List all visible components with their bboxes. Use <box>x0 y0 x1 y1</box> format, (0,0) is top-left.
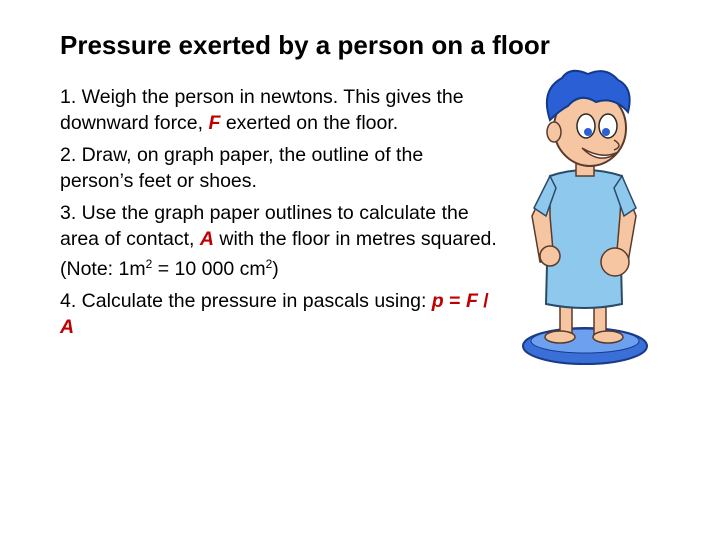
formula-divide: / <box>477 290 489 312</box>
note-superscript-1: 2 <box>145 257 153 271</box>
area-symbol: A <box>199 228 214 250</box>
formula-pressure-symbol: p <box>431 290 444 312</box>
formula-force-symbol: F <box>465 290 478 312</box>
formula-equals: = <box>443 290 466 312</box>
note-part-1: (Note: 1m <box>60 258 146 280</box>
instructions <box>60 84 500 346</box>
step-1 <box>60 84 500 136</box>
step-1-text: 1. Weigh the person in newtons. This gives the downward force, <box>60 86 464 134</box>
step-3-text: 3. Use the graph paper outlines to calculate the area of contact, <box>60 202 469 250</box>
step-4-text: 4. Calculate the pressure in pascals using: <box>60 290 432 312</box>
step-2 <box>60 142 500 194</box>
force-symbol: F <box>208 112 221 134</box>
boy-standing-on-scales-icon <box>510 66 660 376</box>
step-3-text-end: with the floor in metres squared. <box>213 228 497 250</box>
note-part-2: = 10 000 cm <box>152 258 266 280</box>
formula-area-symbol: A <box>60 316 75 338</box>
slide-title: Pressure exerted by a person on a floor <box>60 30 550 60</box>
unit-note <box>60 256 500 282</box>
step-4 <box>60 288 500 340</box>
step-2-text: 2. Draw, on graph paper, the outline of the person’s feet or shoes. <box>60 144 424 192</box>
step-3 <box>60 200 500 252</box>
note-part-3: ) <box>272 258 279 280</box>
note-superscript-2: 2 <box>265 257 273 271</box>
step-1-text-end: exerted on the floor. <box>220 112 399 134</box>
